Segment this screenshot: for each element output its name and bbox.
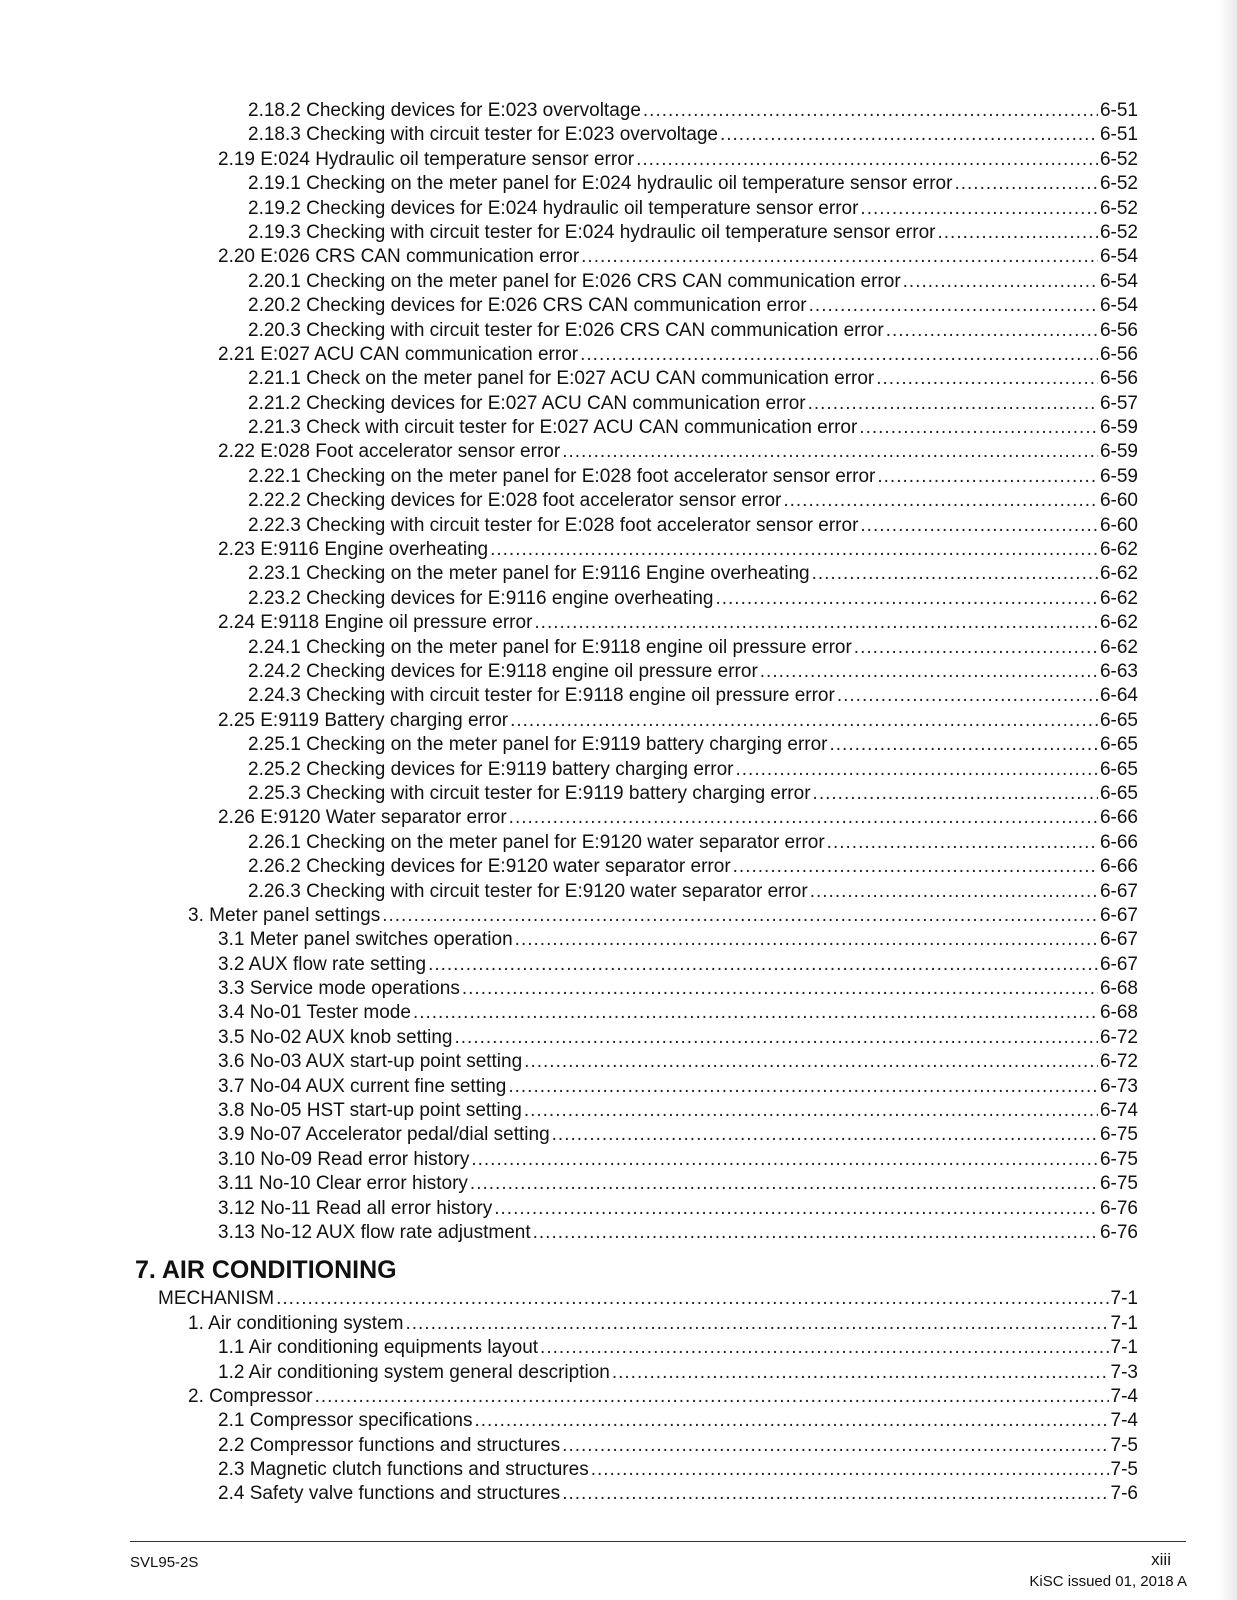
toc-leader-dots [715, 587, 1098, 611]
toc-leader-dots [837, 684, 1098, 708]
toc-entry[interactable] [218, 1434, 1138, 1458]
toc-entry[interactable] [248, 562, 1138, 586]
toc-entry-page: 6-63 [1099, 660, 1138, 682]
toc-entry-page: 6-67 [1099, 880, 1138, 902]
toc-entry-page: 6-76 [1099, 1197, 1138, 1219]
toc-entry-page: 7-5 [1110, 1459, 1138, 1481]
toc-entry-title: 3.8 No-05 HST start-up point setting [218, 1100, 522, 1122]
toc-entry-page: 6-65 [1099, 709, 1138, 731]
toc-leader-dots [877, 465, 1098, 489]
toc-entry[interactable] [218, 953, 1138, 977]
toc-entry-title: 2.18.3 Checking with circuit tester for E:023 overvoltage [248, 124, 718, 146]
toc-section-7 [0, 1287, 1237, 1507]
table-of-contents [0, 99, 1237, 1507]
toc-entry-page: 6-66 [1099, 807, 1138, 829]
toc-entry-title: 2.2 Compressor functions and structures [218, 1434, 561, 1456]
toc-entry[interactable] [248, 367, 1138, 391]
toc-entry-page: 7-1 [1110, 1337, 1138, 1359]
toc-leader-dots [490, 538, 1098, 562]
toc-entry-title: 2.19 E:024 Hydraulic oil temperature sensor error [218, 148, 635, 170]
toc-entry[interactable] [248, 489, 1138, 513]
toc-entry-title: 3.2 AUX flow rate setting [218, 953, 427, 975]
toc-entry[interactable] [248, 684, 1138, 708]
toc-entry-page: 6-52 [1099, 221, 1138, 243]
toc-entry-title: 3.1 Meter panel switches operation [218, 929, 513, 951]
toc-entry-title: 2.24.3 Checking with circuit tester for E:9118 engine oil pressure error [248, 685, 835, 707]
toc-entry-title: 2.22.2 Checking devices for E:028 foot accelerator sensor error [248, 490, 782, 512]
toc-leader-dots [540, 1336, 1108, 1360]
toc-entry-page: 6-56 [1099, 368, 1138, 390]
toc-entry-title: 2.25.3 Checking with circuit tester for E:9119 battery charging error [248, 782, 811, 804]
toc-entry-page: 6-59 [1099, 417, 1138, 439]
toc-leader-dots [462, 977, 1098, 1001]
toc-leader-dots [860, 514, 1098, 538]
toc-entry-title: 2.1 Compressor specifications [218, 1410, 473, 1432]
toc-leader-dots [783, 489, 1098, 513]
toc-leader-dots [510, 709, 1098, 733]
toc-leader-dots [562, 440, 1098, 464]
toc-leader-dots [315, 1385, 1109, 1409]
toc-entry-title: 2.22.3 Checking with circuit tester for E:028 foot accelerator sensor error [248, 514, 859, 536]
toc-entry-title: 3.9 No-07 Accelerator pedal/dial setting [218, 1124, 550, 1146]
toc-entry-title: 2.20.3 Checking with circuit tester for E:026 CRS CAN communication error [248, 319, 884, 341]
toc-entry-page: 6-62 [1099, 636, 1138, 658]
toc-entry[interactable] [248, 660, 1138, 684]
toc-entry-page: 6-60 [1099, 514, 1138, 536]
toc-entry[interactable] [248, 831, 1138, 855]
toc-entry-title: 2.23 E:9116 Engine overheating [218, 539, 489, 561]
toc-entry[interactable] [218, 343, 1138, 367]
toc-entry-title: 3.12 No-11 Read all error history [218, 1197, 493, 1219]
toc-leader-dots [859, 416, 1098, 440]
toc-entry-page: 6-75 [1099, 1124, 1138, 1146]
toc-entry-page: 6-60 [1099, 490, 1138, 512]
toc-leader-dots [830, 733, 1098, 757]
toc-entry-page: 7-1 [1110, 1312, 1138, 1334]
toc-leader-dots [954, 172, 1098, 196]
toc-entry[interactable] [218, 1409, 1138, 1433]
toc-entry[interactable] [248, 416, 1138, 440]
toc-entry[interactable] [248, 758, 1138, 782]
toc-entry[interactable] [248, 319, 1138, 343]
toc-leader-dots [562, 1482, 1108, 1506]
toc-entry-title: 3. Meter panel settings [188, 904, 381, 926]
toc-entry-title: 2.24.2 Checking devices for E:9118 engine oil pressure error [248, 660, 758, 682]
toc-entry-page: 6-66 [1099, 856, 1138, 878]
toc-entry[interactable] [218, 1172, 1138, 1196]
toc-entry-title: 1. Air conditioning system [188, 1312, 404, 1334]
toc-entry-page: 6-73 [1099, 1075, 1138, 1097]
toc-entry-page: 6-51 [1099, 100, 1138, 121]
toc-entry-page: 6-68 [1099, 1002, 1138, 1024]
toc-entry-title: 2.3 Magnetic clutch functions and structures [218, 1459, 589, 1481]
toc-entry[interactable] [248, 172, 1138, 196]
toc-leader-dots [533, 1221, 1098, 1245]
toc-leader-dots [812, 562, 1098, 586]
toc-entry[interactable] [248, 221, 1138, 245]
toc-leader-dots [886, 319, 1098, 343]
toc-leader-dots [524, 1099, 1098, 1123]
toc-entry-page: 6-59 [1099, 465, 1138, 487]
toc-entry-title: 2.19.3 Checking with circuit tester for E:024 hydraulic oil temperature sensor error [248, 221, 936, 243]
toc-entry-page: 6-62 [1099, 563, 1138, 585]
toc-entry-title: 1.1 Air conditioning equipments layout [218, 1337, 539, 1359]
toc-entry[interactable] [248, 587, 1138, 611]
toc-entry[interactable] [218, 806, 1138, 830]
toc-entry-title: 2.22 E:028 Foot accelerator sensor error [218, 441, 561, 463]
toc-entry-page: 7-4 [1110, 1385, 1138, 1407]
toc-leader-dots [903, 270, 1098, 294]
toc-entry[interactable] [218, 1123, 1138, 1147]
toc-entry-title: 2.25.2 Checking devices for E:9119 battery charging error [248, 758, 734, 780]
toc-entry-page: 6-52 [1099, 197, 1138, 219]
toc-entry[interactable] [218, 1361, 1138, 1385]
toc-entry-title: 2.18.2 Checking devices for E:023 overvoltage [248, 100, 641, 121]
footer-model: SVL95-2S [130, 1554, 199, 1571]
toc-entry-title: 2.21.3 Check with circuit tester for E:027 ACU CAN communication error [248, 417, 858, 439]
toc-leader-dots [876, 367, 1098, 391]
toc-entry[interactable] [218, 1050, 1138, 1074]
toc-entry-title: 3.11 No-10 Clear error history [218, 1173, 468, 1195]
toc-leader-dots [413, 1001, 1098, 1025]
toc-entry[interactable] [218, 1026, 1138, 1050]
toc-entry-page: 6-64 [1099, 685, 1138, 707]
toc-entry-page: 6-68 [1099, 978, 1138, 1000]
toc-leader-dots [643, 99, 1098, 123]
toc-entry-page: 6-72 [1099, 1051, 1138, 1073]
toc-entry-page: 6-76 [1099, 1221, 1138, 1243]
toc-entry[interactable] [248, 294, 1138, 318]
toc-entry-page: 6-59 [1099, 441, 1138, 463]
toc-entry-title: 2.25 E:9119 Battery charging error [218, 709, 509, 731]
toc-entry[interactable] [218, 1458, 1138, 1482]
toc-entry-title: 2.23.2 Checking devices for E:9116 engine overheating [248, 587, 714, 609]
toc-entry-title: 2.19.1 Checking on the meter panel for E:024 hydraulic oil temperature sensor error [248, 173, 953, 195]
toc-entry-title: 3.13 No-12 AUX flow rate adjustment [218, 1221, 531, 1243]
toc-entry[interactable] [248, 465, 1138, 489]
toc-entry[interactable] [248, 197, 1138, 221]
toc-entry[interactable] [218, 1099, 1138, 1123]
toc-section-6 [0, 99, 1237, 1245]
toc-entry-page: 6-57 [1099, 392, 1138, 414]
toc-leader-dots [382, 904, 1098, 928]
toc-entry-title: 3.4 No-01 Tester mode [218, 1002, 411, 1024]
toc-entry[interactable] [248, 392, 1138, 416]
toc-entry-title: 2. Compressor [188, 1385, 313, 1407]
toc-entry-title: 2.19.2 Checking devices for E:024 hydraulic oil temperature sensor error [248, 197, 859, 219]
toc-leader-dots [471, 1148, 1098, 1172]
toc-leader-dots [827, 831, 1098, 855]
toc-entry[interactable] [248, 99, 1138, 123]
toc-entry-title: 2.25.1 Checking on the meter panel for E:9119 battery charging error [248, 734, 828, 756]
toc-entry-page: 6-51 [1099, 124, 1138, 146]
toc-leader-dots [405, 1312, 1108, 1336]
toc-leader-dots [562, 1434, 1108, 1458]
toc-entry-title: 2.26.2 Checking devices for E:9120 water separator error [248, 856, 731, 878]
toc-entry-page: 6-62 [1099, 612, 1138, 634]
toc-entry-title: 2.22.1 Checking on the meter panel for E:028 foot accelerator sensor error [248, 465, 876, 487]
toc-entry[interactable] [188, 1312, 1138, 1336]
toc-leader-dots [494, 1197, 1098, 1221]
toc-entry-page: 6-56 [1099, 343, 1138, 365]
toc-leader-dots [810, 880, 1098, 904]
toc-entry-page: 6-66 [1099, 831, 1138, 853]
toc-leader-dots [720, 123, 1098, 147]
toc-leader-dots [580, 343, 1098, 367]
toc-entry[interactable] [218, 1075, 1138, 1099]
toc-entry-page: 6-52 [1099, 148, 1138, 170]
toc-entry[interactable] [248, 855, 1138, 879]
toc-leader-dots [276, 1287, 1108, 1311]
toc-leader-dots [854, 636, 1098, 660]
toc-entry-title: 2.21.1 Check on the meter panel for E:027 ACU CAN communication error [248, 368, 875, 390]
toc-leader-dots [508, 1075, 1098, 1099]
toc-entry-page: 7-3 [1110, 1361, 1138, 1383]
toc-entry-page: 7-4 [1110, 1410, 1138, 1432]
toc-leader-dots [581, 245, 1098, 269]
toc-entry-page: 6-54 [1099, 295, 1138, 317]
toc-leader-dots [612, 1361, 1109, 1385]
toc-leader-dots [808, 392, 1098, 416]
toc-entry-page: 6-62 [1099, 539, 1138, 561]
toc-entry-page: 6-56 [1099, 319, 1138, 341]
toc-entry-page: 6-67 [1099, 929, 1138, 951]
toc-entry-title: 2.20.2 Checking devices for E:026 CRS CAN communication error [248, 295, 807, 317]
toc-entry-page: 6-67 [1099, 904, 1138, 926]
toc-entry[interactable] [218, 928, 1138, 952]
toc-entry[interactable] [248, 514, 1138, 538]
toc-leader-dots [809, 294, 1098, 318]
toc-entry[interactable] [218, 1482, 1138, 1506]
toc-entry-title: 2.26.3 Checking with circuit tester for E:9120 water separator error [248, 880, 808, 902]
toc-entry-title: 2.20 E:026 CRS CAN communication error [218, 246, 580, 268]
toc-leader-dots [509, 806, 1098, 830]
toc-leader-dots [470, 1172, 1098, 1196]
toc-entry-page: 6-75 [1099, 1148, 1138, 1170]
toc-entry-title: 3.10 No-09 Read error history [218, 1148, 470, 1170]
toc-leader-dots [733, 855, 1098, 879]
toc-leader-dots [515, 928, 1098, 952]
toc-entry[interactable] [158, 1287, 1138, 1311]
toc-entry[interactable] [218, 1336, 1138, 1360]
toc-entry[interactable] [218, 538, 1138, 562]
toc-entry[interactable] [188, 1385, 1138, 1409]
toc-leader-dots [552, 1123, 1098, 1147]
toc-leader-dots [591, 1458, 1109, 1482]
toc-leader-dots [735, 758, 1097, 782]
toc-entry-title: 1.2 Air conditioning system general description [218, 1361, 610, 1383]
toc-entry[interactable] [218, 709, 1138, 733]
toc-entry-page: 7-5 [1110, 1434, 1138, 1456]
toc-entry-title: 2.23.1 Checking on the meter panel for E:9116 Engine overheating [248, 563, 810, 585]
toc-entry-title: 3.5 No-02 AUX knob setting [218, 1026, 453, 1048]
toc-entry[interactable] [248, 782, 1138, 806]
footer-issued: KiSC issued 01, 2018 A [1029, 1573, 1187, 1590]
toc-leader-dots [636, 148, 1098, 172]
toc-leader-dots [475, 1409, 1109, 1433]
toc-entry-page: 6-54 [1099, 270, 1138, 292]
toc-entry[interactable] [248, 636, 1138, 660]
toc-entry-page: 6-65 [1099, 782, 1138, 804]
toc-entry-title: MECHANISM [158, 1288, 275, 1310]
toc-entry[interactable] [218, 148, 1138, 172]
toc-entry-page: 6-74 [1099, 1100, 1138, 1122]
toc-entry[interactable] [218, 245, 1138, 269]
toc-entry-page: 6-52 [1099, 173, 1138, 195]
footer-divider [130, 1541, 1186, 1542]
toc-entry[interactable] [218, 977, 1138, 1001]
toc-entry-page: 6-54 [1099, 246, 1138, 268]
toc-entry[interactable] [218, 1001, 1138, 1025]
toc-entry-title: 2.26 E:9120 Water separator error [218, 807, 507, 829]
toc-leader-dots [428, 953, 1098, 977]
toc-entry-title: 2.26.1 Checking on the meter panel for E:9120 water separator error [248, 831, 825, 853]
toc-entry-page: 6-72 [1099, 1026, 1138, 1048]
toc-leader-dots [860, 197, 1098, 221]
toc-leader-dots [760, 660, 1098, 684]
toc-entry-page: 6-62 [1099, 587, 1138, 609]
toc-entry-title: 3.6 No-03 AUX start-up point setting [218, 1051, 523, 1073]
toc-entry[interactable] [248, 733, 1138, 757]
toc-entry-page: 7-1 [1110, 1288, 1138, 1310]
toc-entry-page: 6-65 [1099, 734, 1138, 756]
toc-leader-dots [524, 1050, 1098, 1074]
toc-entry-title: 3.3 Service mode operations [218, 978, 460, 1000]
toc-leader-dots [937, 221, 1097, 245]
toc-entry[interactable] [248, 880, 1138, 904]
chapter-heading: 7. AIR CONDITIONING [135, 1256, 397, 1285]
toc-entry[interactable] [248, 270, 1138, 294]
toc-entry[interactable] [218, 611, 1138, 635]
toc-leader-dots [813, 782, 1098, 806]
toc-entry-title: 2.24.1 Checking on the meter panel for E:9118 engine oil pressure error [248, 636, 852, 658]
toc-entry[interactable] [218, 1221, 1138, 1245]
toc-entry-page: 6-67 [1099, 953, 1138, 975]
toc-entry[interactable] [248, 123, 1138, 147]
toc-entry-page: 6-65 [1099, 758, 1138, 780]
toc-leader-dots [454, 1026, 1097, 1050]
toc-entry-title: 2.20.1 Checking on the meter panel for E:026 CRS CAN communication error [248, 270, 901, 292]
toc-entry-title: 3.7 No-04 AUX current fine setting [218, 1075, 507, 1097]
toc-entry-page: 7-6 [1110, 1483, 1138, 1505]
toc-entry[interactable] [218, 1197, 1138, 1221]
toc-entry-page: 6-75 [1099, 1173, 1138, 1195]
footer-page-number: xiii [1151, 1550, 1171, 1569]
toc-entry[interactable] [188, 904, 1138, 928]
toc-entry-title: 2.24 E:9118 Engine oil pressure error [218, 612, 533, 634]
toc-entry[interactable] [218, 440, 1138, 464]
toc-leader-dots [534, 611, 1098, 635]
toc-entry-title: 2.21 E:027 ACU CAN communication error [218, 343, 579, 365]
toc-entry-title: 2.4 Safety valve functions and structures [218, 1483, 561, 1505]
toc-entry-title: 2.21.2 Checking devices for E:027 ACU CAN communication error [248, 392, 806, 414]
toc-entry[interactable] [218, 1148, 1138, 1172]
